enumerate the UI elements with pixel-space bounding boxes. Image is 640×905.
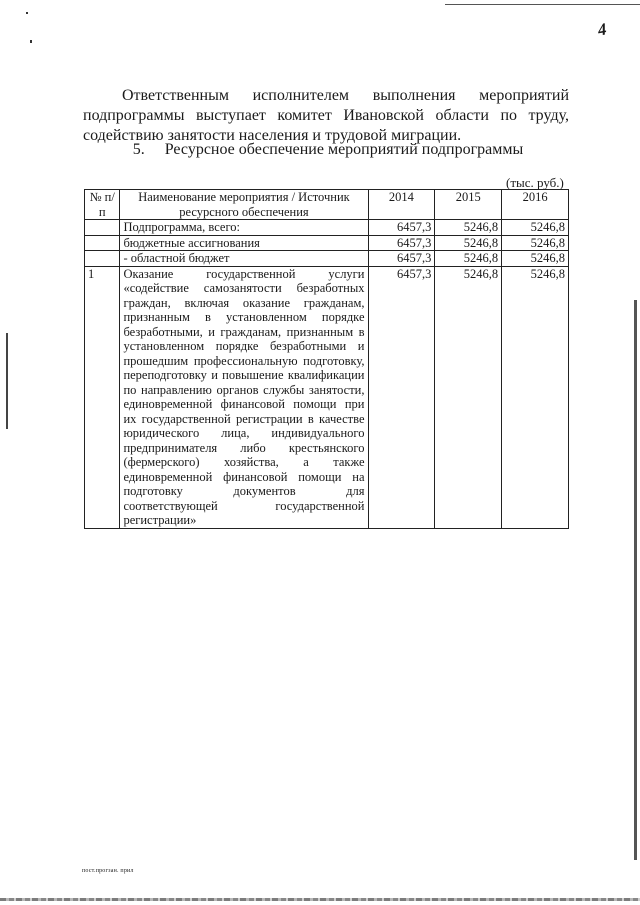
header-2016: 2016 bbox=[502, 190, 569, 220]
header-num: № п/п bbox=[85, 190, 120, 220]
row-value-2014: 6457,3 bbox=[368, 235, 435, 251]
row-value-2015: 5246,8 bbox=[435, 235, 502, 251]
table-header-row bbox=[85, 190, 569, 220]
table-row bbox=[85, 220, 569, 236]
page-number: 4 bbox=[596, 19, 608, 40]
table-row bbox=[85, 235, 569, 251]
resource-table bbox=[84, 189, 569, 529]
scan-speck bbox=[26, 12, 28, 14]
intro-paragraph: Ответственным исполнителем выполнения мероприятий подпрограммы выступает комитет Ивановской области по труду, содействию занятости населения и трудовой миграции. bbox=[83, 87, 569, 144]
row-value-2014: 6457,3 bbox=[368, 251, 435, 267]
row-name: - областной бюджет bbox=[120, 251, 368, 267]
row-value-2015: 5246,8 bbox=[435, 220, 502, 236]
row-name: Оказание государственной услуги «содействие самозанятости безработных граждан, включая оказание гражданам, признанным в установленном порядке безработными, и гражданам, признанным в установленном порядке безработными и прошедшим профессиональную подготовку, переподготовку и повышение квалификации по направлению органов службы занятости, единовременной финансовой помощи при их государственной регистрации в качестве юридического лица, индивидуального предпринимателя либо крестьянского (фермерского) хозяйства, а также единовременной финансовой помощи на подготовку документов для соответствующей государственной регистрации» bbox=[120, 266, 368, 528]
row-name: Подпрограмма, всего: bbox=[120, 220, 368, 236]
scan-margin-mark bbox=[6, 333, 8, 429]
row-num: 1 bbox=[85, 266, 120, 528]
scan-bottom-noise bbox=[0, 898, 640, 901]
header-2014: 2014 bbox=[368, 190, 435, 220]
section-title: Ресурсное обеспечение мероприятий подпрограммы bbox=[164, 141, 524, 158]
units-label: (тыс. руб.) bbox=[506, 175, 564, 190]
row-value-2015: 5246,8 bbox=[435, 266, 502, 528]
scan-edge-line bbox=[445, 4, 640, 5]
row-num bbox=[85, 251, 120, 267]
row-num bbox=[85, 220, 120, 236]
row-value-2014: 6457,3 bbox=[368, 220, 435, 236]
header-2015: 2015 bbox=[435, 190, 502, 220]
row-value-2016: 5246,8 bbox=[502, 220, 569, 236]
section-heading bbox=[0, 141, 640, 159]
footer-file-code: пост.прогзан. прил bbox=[82, 868, 134, 874]
header-name: Наименование мероприятия / Источник ресурсного обеспечения bbox=[120, 190, 368, 220]
table-row bbox=[85, 251, 569, 267]
table-row bbox=[85, 266, 569, 528]
row-name: бюджетные ассигнования bbox=[120, 235, 368, 251]
row-value-2016: 5246,8 bbox=[502, 235, 569, 251]
scan-speck bbox=[30, 40, 32, 43]
row-value-2016: 5246,8 bbox=[502, 266, 569, 528]
row-value-2016: 5246,8 bbox=[502, 251, 569, 267]
section-number: 5. bbox=[132, 141, 145, 158]
row-value-2014: 6457,3 bbox=[368, 266, 435, 528]
row-num bbox=[85, 235, 120, 251]
row-value-2015: 5246,8 bbox=[435, 251, 502, 267]
scan-edge-shadow bbox=[634, 300, 637, 860]
